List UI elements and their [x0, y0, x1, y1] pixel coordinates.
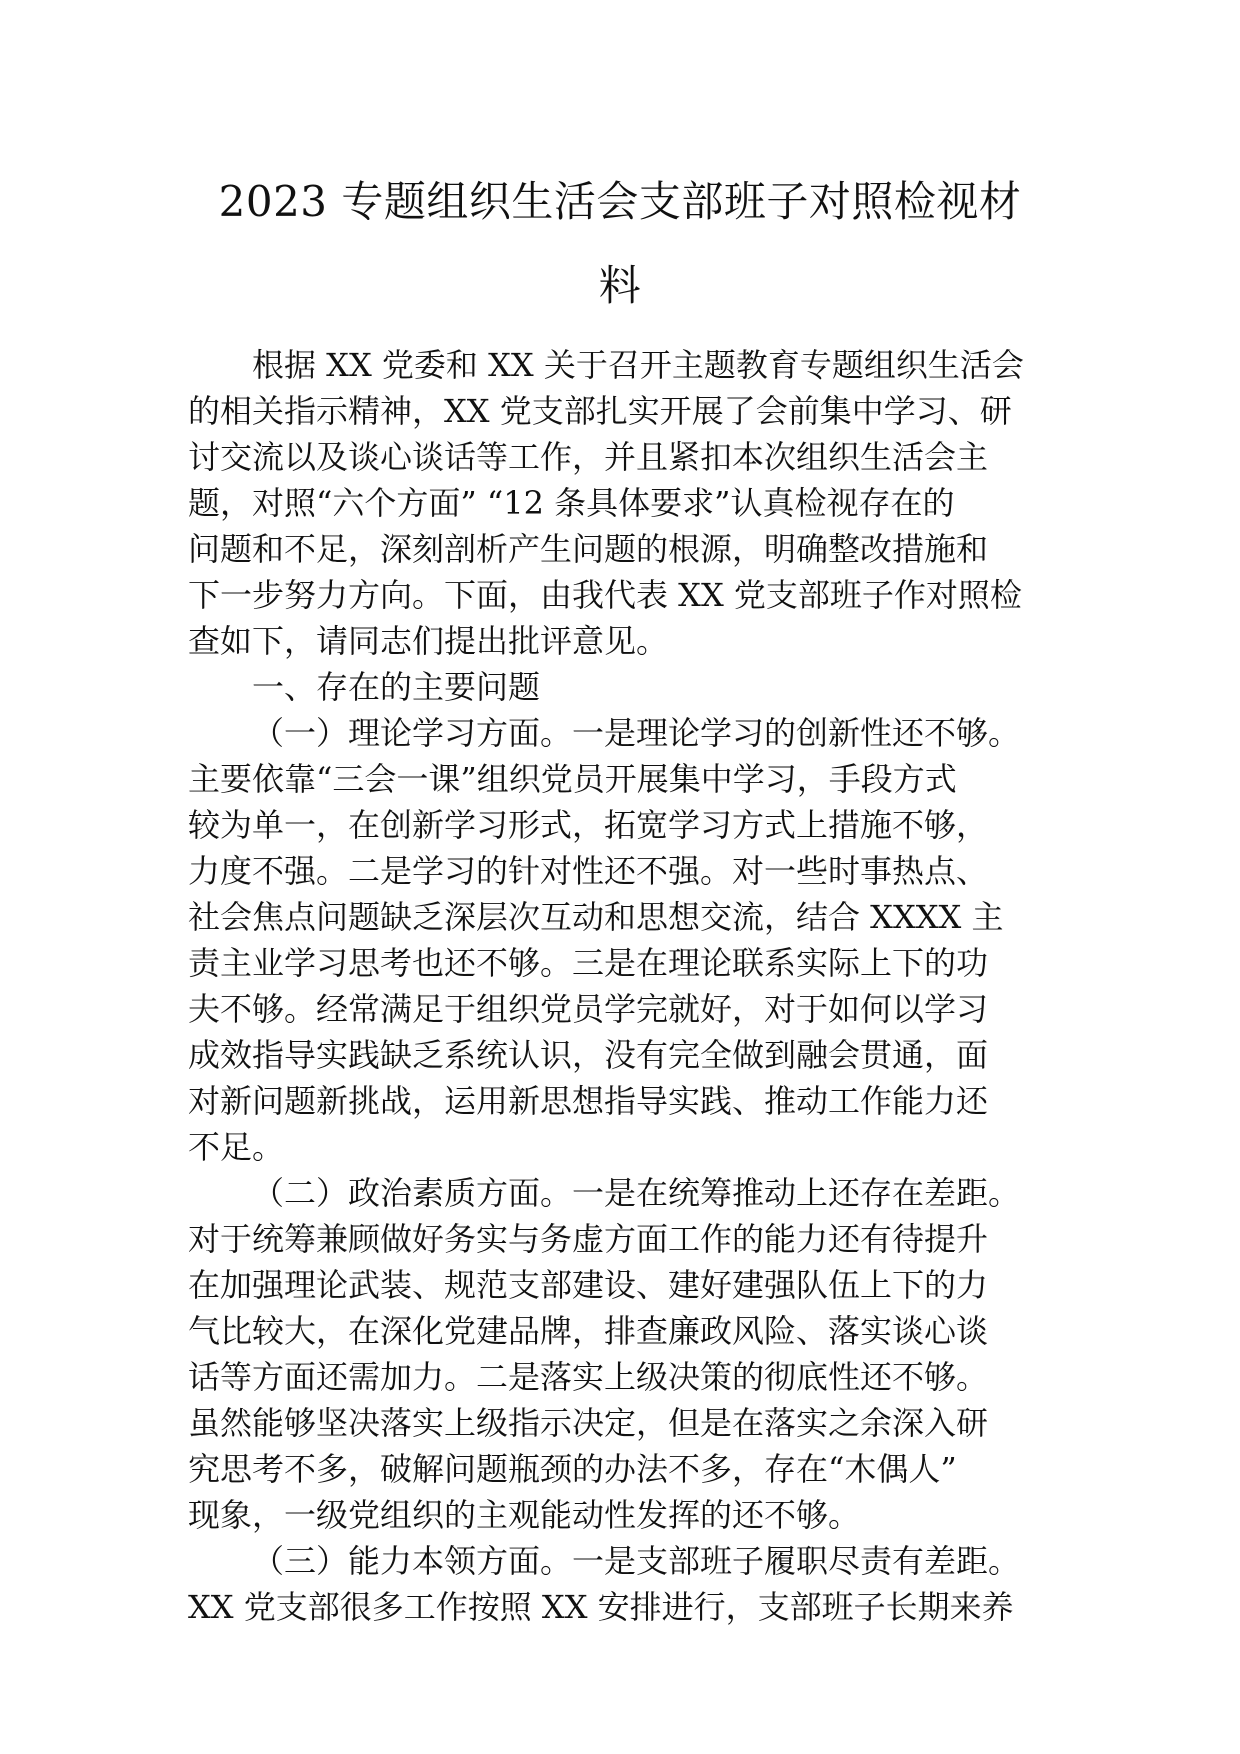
- body-line: 讨交流以及谈心谈话等工作，并且紧扣本次组织生活会主: [188, 438, 989, 476]
- body-line: （三）能力本领方面。一是支部班子履职尽责有差距。: [252, 1542, 1021, 1580]
- body-line: 较为单一，在创新学习形式，拓宽学习方式上措施不够，: [188, 806, 989, 844]
- body-line: 虽然能够坚决落实上级指示决定，但是在落实之余深入研: [188, 1404, 989, 1442]
- body-line: 夫不够。经常满足于组织党员学完就好，对于如何以学习: [188, 990, 989, 1028]
- body-line: 不足。: [188, 1128, 285, 1166]
- body-line: 在加强理论武装、规范支部建设、建好建强队伍上下的力: [188, 1266, 989, 1304]
- body-line: 力度不强。二是学习的针对性还不强。对一些时事热点、: [188, 852, 989, 890]
- title-line-2: 料: [598, 261, 642, 310]
- body-line: 社会焦点问题缺乏深层次互动和思想交流，结合 XXXX 主: [188, 898, 1004, 936]
- body-line: 究思考不多，破解问题瓶颈的办法不多，存在“木偶人”: [188, 1450, 957, 1488]
- body-line: 问题和不足，深刻剖析产生问题的根源，明确整改措施和: [188, 530, 989, 568]
- body-line: 查如下，请同志们提出批评意见。: [188, 622, 669, 660]
- body-line: （一）理论学习方面。一是理论学习的创新性还不够。: [252, 714, 1021, 752]
- body-line: 的相关指示精神，XX 党支部扎实开展了会前集中学习、研: [188, 392, 1012, 430]
- body-line: 对于统筹兼顾做好务实与务虚方面工作的能力还有待提升: [188, 1220, 989, 1258]
- title-line-1: 2023 专题组织生活会支部班子对照检视材: [218, 177, 1022, 226]
- body-line: 题，对照“六个方面” “12 条具体要求”认真检视存在的: [188, 484, 955, 522]
- body-line: 话等方面还需加力。二是落实上级决策的彻底性还不够。: [188, 1358, 989, 1396]
- document-body: [188, 342, 1068, 1630]
- body-line: 下一步努力方向。下面，由我代表 XX 党支部班子作对照检: [188, 576, 1022, 614]
- body-line: 成效指导实践缺乏系统认识，没有完全做到融会贯通，面: [188, 1036, 989, 1074]
- body-line: 根据 XX 党委和 XX 关于召开主题教育专题组织生活会: [252, 346, 1024, 384]
- body-line: 主要依靠“三会一课”组织党员开展集中学习，手段方式: [188, 760, 957, 798]
- body-line: 责主业学习思考也还不够。三是在理论联系实际上下的功: [188, 944, 989, 982]
- document-title: [160, 160, 1080, 328]
- body-line: XX 党支部很多工作按照 XX 安排进行，支部班子长期来养: [188, 1588, 1014, 1626]
- body-line: 对新问题新挑战，运用新思想指导实践、推动工作能力还: [188, 1082, 989, 1120]
- body-line: （二）政治素质方面。一是在统筹推动上还存在差距。: [252, 1174, 1021, 1212]
- body-line: 气比较大，在深化党建品牌，排查廉政风险、落实谈心谈: [188, 1312, 989, 1350]
- body-line: 现象，一级党组织的主观能动性发挥的还不够。: [188, 1496, 861, 1534]
- body-line: 一、存在的主要问题: [252, 668, 541, 706]
